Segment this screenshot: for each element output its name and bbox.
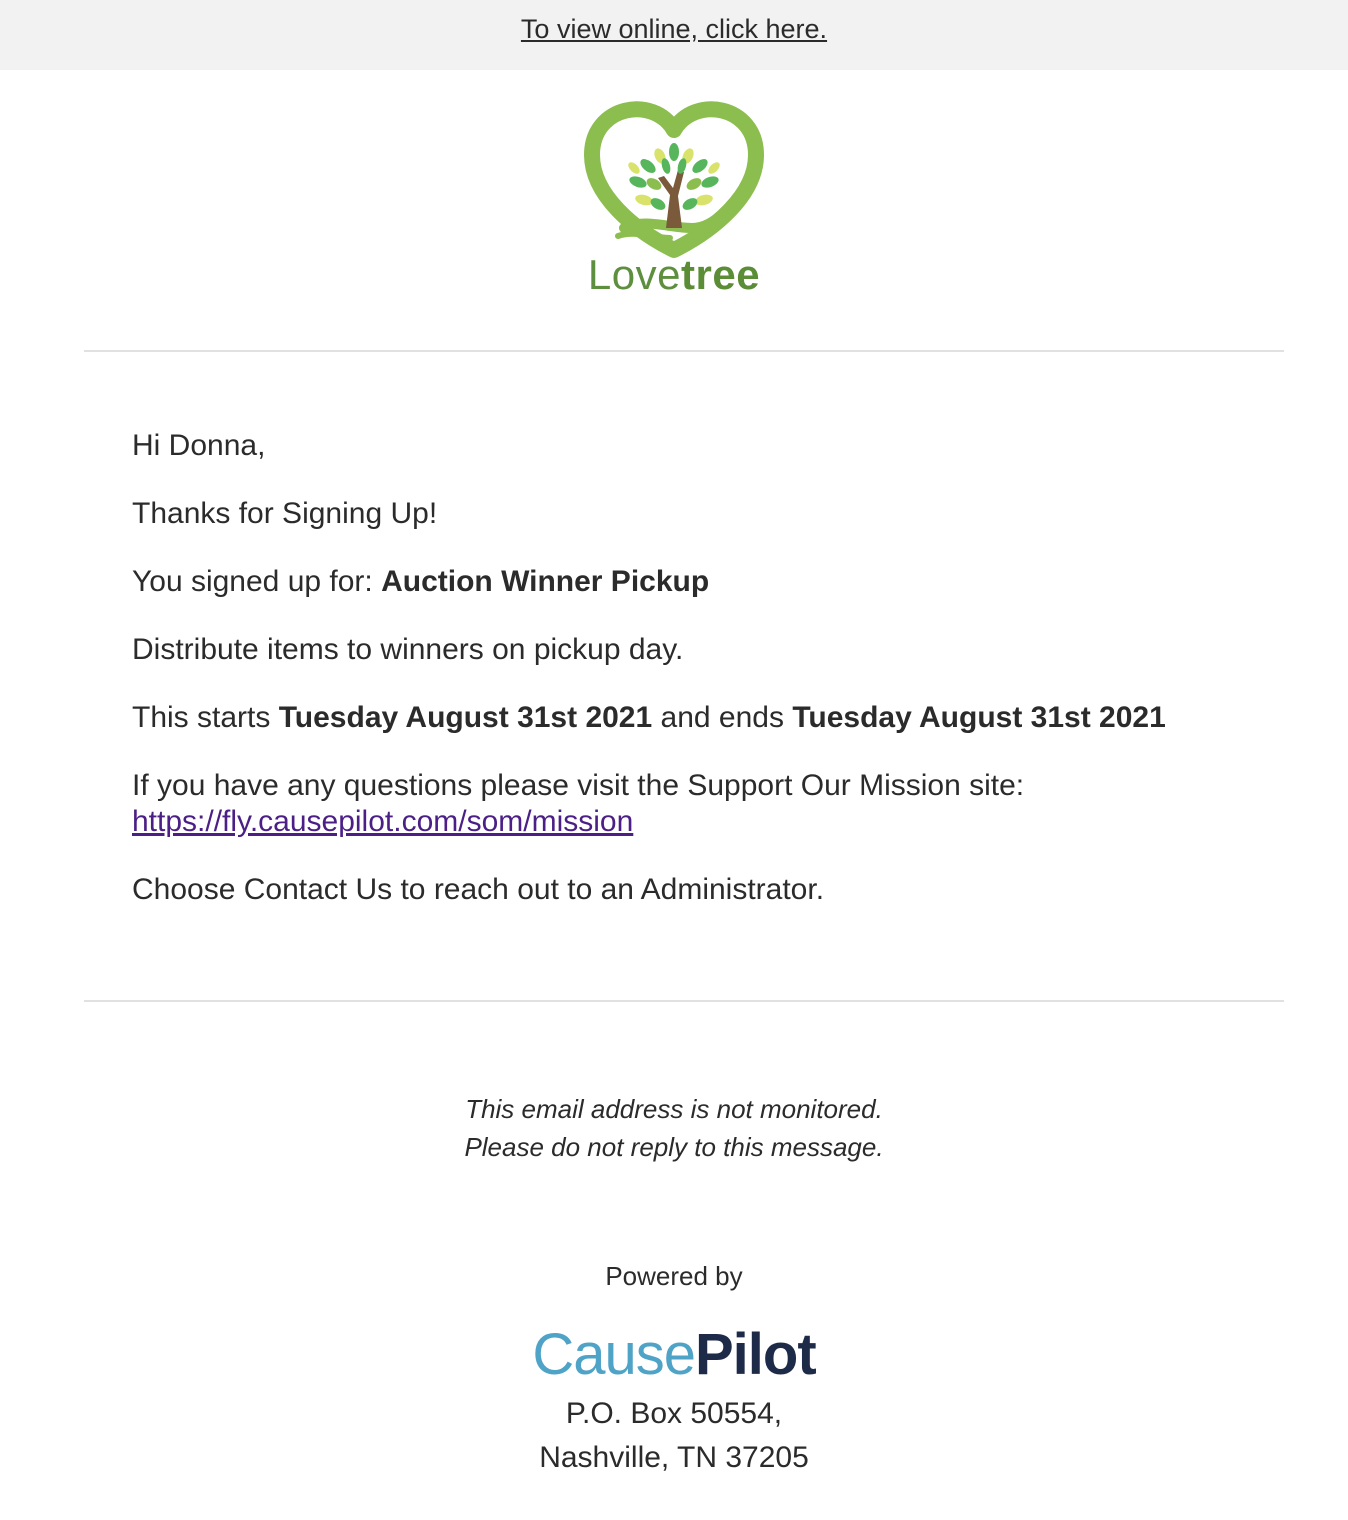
causepilot-cause: Cause bbox=[532, 1322, 695, 1387]
causepilot-pilot: Pilot bbox=[694, 1322, 816, 1387]
not-monitored-line-1: This email address is not monitored. bbox=[465, 1094, 883, 1124]
signed-up-item: Auction Winner Pickup bbox=[381, 565, 710, 598]
questions-line bbox=[132, 768, 1202, 840]
address bbox=[0, 1392, 1348, 1480]
greeting: Hi Donna, bbox=[132, 429, 266, 462]
signed-up-prefix: You signed up for: bbox=[132, 565, 382, 598]
thanks-text: Thanks for Signing Up! bbox=[132, 497, 438, 530]
view-online-link[interactable]: To view online, click here. bbox=[520, 14, 828, 44]
address-line-2: Nashville, TN 37205 bbox=[539, 1441, 809, 1474]
heart-tree-icon bbox=[574, 100, 774, 260]
wordmark-tree: tree bbox=[681, 251, 761, 298]
end-date: Tuesday August 31st 2021 bbox=[792, 701, 1166, 734]
causepilot-logo bbox=[0, 1324, 1348, 1386]
footer-divider bbox=[84, 1000, 1284, 1002]
footer bbox=[0, 1090, 1348, 1480]
start-date: Tuesday August 31st 2021 bbox=[278, 701, 653, 734]
wordmark-love: Love bbox=[587, 251, 681, 298]
starts-prefix: This starts bbox=[132, 701, 279, 734]
dates-line bbox=[132, 700, 1202, 736]
not-monitored-line-2: Please do not reply to this message. bbox=[464, 1132, 884, 1162]
questions-text: If you have any questions please visit the Support Our Mission site: bbox=[132, 769, 1025, 802]
top-bar bbox=[0, 0, 1348, 70]
header-divider bbox=[84, 350, 1284, 352]
mission-site-link[interactable]: https://fly.causepilot.com/som/mission bbox=[132, 805, 634, 838]
address-line-1: P.O. Box 50554, bbox=[565, 1397, 783, 1430]
ends-middle: and ends bbox=[652, 701, 793, 734]
lovetree-logo bbox=[0, 100, 1348, 296]
lovetree-wordmark bbox=[0, 251, 1348, 298]
message-body bbox=[132, 428, 1202, 940]
description-text: Distribute items to winners on pickup day. bbox=[132, 633, 684, 666]
signed-up-line bbox=[132, 564, 1202, 600]
powered-by-label: Powered by bbox=[605, 1261, 743, 1291]
contact-text: Choose Contact Us to reach out to an Administrator. bbox=[132, 873, 825, 906]
